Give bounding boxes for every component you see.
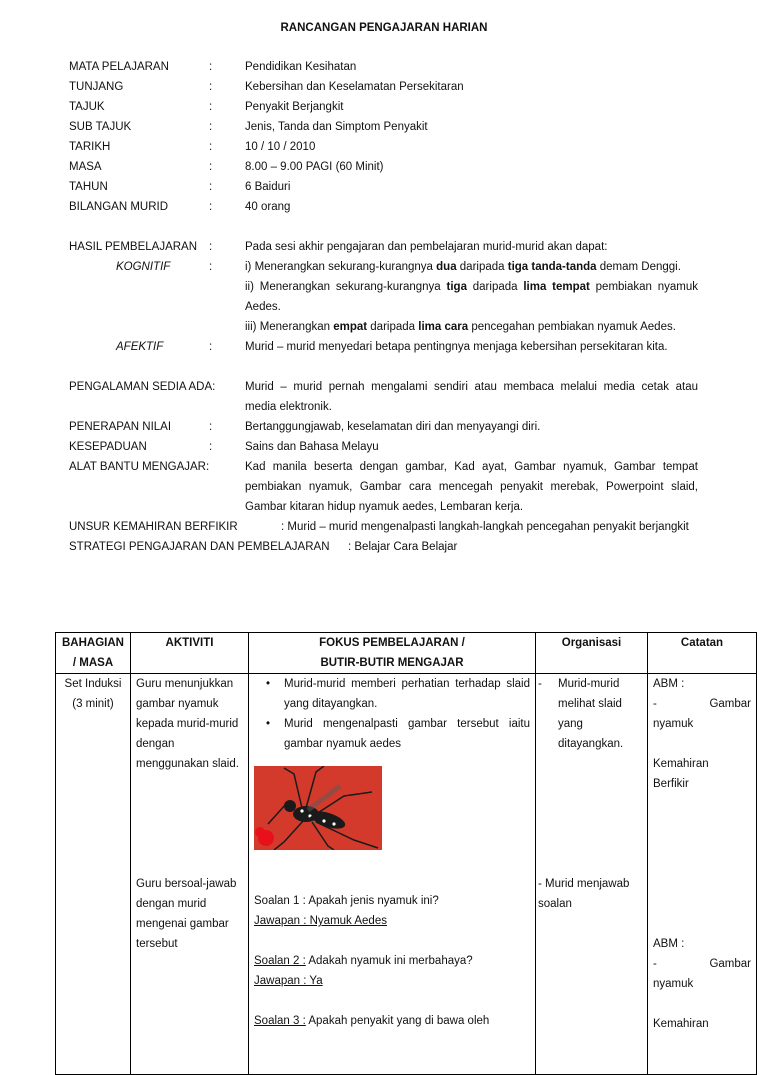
afektif-label: AFEKTIF [116,341,164,353]
info-row-tarikh [69,137,709,157]
lesson-info [69,57,709,557]
penerapan-row [69,417,709,437]
header-catatan: Catatan [648,633,757,674]
kognitif-row-3 [69,317,709,337]
info-row-bilangan-murid [69,197,709,217]
label: MASA [69,161,102,173]
aktiviti-cell: Guru menunjukkan gambar nyamuk kepada murid-murid dengan menggunakan slaid. Guru bersoal-jawab dengan murid mengenai gambar tersebut [131,674,249,1075]
info-row-tunjang [69,77,709,97]
hasil-label: HASIL PEMBELAJARAN [69,241,198,253]
kesepaduan-row [69,437,709,457]
organisasi-cell: - Murid-murid melihat slaid yang ditayangkan. - Murid menjawab soalan [536,674,648,1075]
soalan-1: Soalan 1 : Apakah jenis nyamuk ini? [254,895,439,907]
colon: : [209,161,213,173]
colon: : [209,421,213,433]
kognitif-item-1: i) Menerangkan sekurang-kurangnya dua daripada tiga tanda-tanda demam Denggi. [245,261,681,273]
label: BILANGAN MURID [69,201,169,213]
value: Kebersihan dan Keselamatan Persekitaran [245,81,464,93]
penerapan-value: Bertanggungjawab, keselamatan diri dan menyayangi diri. [245,421,541,433]
colon: : [209,181,213,193]
alat-line-2: pembiakan nyamuk, Gambar cara mencegah penyakit merebak, Powerpoint slaid, [245,481,698,493]
colon: : [209,341,213,353]
colon: : [209,61,213,73]
pengalaman-line-2: media elektronik. [245,401,332,413]
label: MATA PELAJARAN [69,61,169,73]
hasil-intro: Pada sesi akhir pengajaran dan pembelajaran murid-murid akan dapat: [245,241,608,253]
colon: : [209,241,213,253]
value: Jenis, Tanda dan Simptom Penyakit [245,121,428,133]
strategi-row [69,537,709,557]
unsur-value: : Murid – murid mengenalpasti langkah-langkah pencegahan penyakit berjangkit [281,521,689,533]
kognitif-row-2 [69,277,709,297]
list-item: • Murid-murid memberi perhatian terhadap slaid yang ditayangkan. [254,674,530,714]
alat-label: ALAT BANTU MENGAJAR: [69,461,210,473]
bahagian-cell: Set Induksi (3 minit) [56,674,131,1075]
info-row-sub-tajuk [69,117,709,137]
value: 10 / 10 / 2010 [245,141,316,153]
fokus-bullet-list [254,674,530,754]
alat-row-3 [69,497,709,517]
value: 40 orang [245,201,291,213]
value: 6 Baiduri [245,181,291,193]
colon: : [209,441,213,453]
pengalaman-label: PENGALAMAN SEDIA ADA: [69,381,216,393]
pengalaman-row-2 [69,397,709,417]
kognitif-item-2: ii) Menerangkan sekurang-kurangnya tiga daripada lima tempat pembiakan nyamuk [245,281,698,293]
mosquito-image [254,766,382,850]
header-bahagian: BAHAGIAN / MASA [56,633,131,674]
afektif-row [69,337,709,357]
label: TAHUN [69,181,108,193]
lesson-plan-table [55,632,757,1075]
label: TUNJANG [69,81,124,93]
header-aktiviti: AKTIVITI [131,633,249,674]
colon: : [209,141,213,153]
value: Penyakit Berjangkit [245,101,344,113]
label: TARIKH [69,141,111,153]
strategi-value: : Belajar Cara Belajar [348,541,458,553]
kognitif-label: KOGNITIF [116,261,171,273]
fokus-cell [249,674,536,1075]
kesepaduan-value: Sains dan Bahasa Melayu [245,441,379,453]
alat-line-1: Kad manila beserta dengan gambar, Kad ayat, Gambar nyamuk, Gambar tempat [245,461,698,473]
colon: : [209,101,213,113]
hasil-row [69,237,709,257]
alat-row [69,457,709,477]
table-row [56,674,757,1075]
info-row-tajuk [69,97,709,117]
jawapan-2: Jawapan : Ya [254,975,323,987]
strategi-label: STRATEGI PENGAJARAN DAN PEMBELAJARAN [69,541,330,553]
list-item: • Murid mengenalpasti gambar tersebut iaitu gambar nyamuk aedes [254,714,530,754]
table-header-row [56,633,757,674]
value: Pendidikan Kesihatan [245,61,357,73]
colon: : [209,121,213,133]
info-row-masa [69,157,709,177]
kognitif-item-3: iii) Menerangkan empat daripada lima cara pencegahan pembiakan nyamuk Aedes. [245,321,676,333]
value: 8.00 – 9.00 PAGI (60 Minit) [245,161,384,173]
unsur-row [69,517,709,537]
colon: : [209,261,213,273]
kesepaduan-label: KESEPADUAN [69,441,147,453]
alat-row-2 [69,477,709,497]
penerapan-label: PENERAPAN NILAI [69,421,172,433]
label: TAJUK [69,101,105,113]
jawapan-1: Jawapan : Nyamuk Aedes [254,915,387,927]
info-row-mata-pelajaran [69,57,709,77]
catatan-cell: ABM : - Gambar nyamuk Kemahiran Berfikir ABM : - Gambar nyamuk Kemahiran [648,674,757,1075]
label: SUB TAJUK [69,121,132,133]
header-fokus: FOKUS PEMBELAJARAN / BUTIR-BUTIR MENGAJAR [249,633,536,674]
colon: : [209,201,213,213]
header-organisasi: Organisasi [536,633,648,674]
colon: : [209,81,213,93]
pengalaman-row [69,377,709,397]
alat-line-3: Gambar kitaran hidup nyamuk aedes, Lembaran kerja. [245,501,524,513]
info-row-tahun [69,177,709,197]
unsur-label: UNSUR KEMAHIRAN BERFIKIR [69,521,238,533]
document-title: RANCANGAN PENGAJARAN HARIAN [280,22,488,34]
soalan-2: Soalan 2 : Adakah nyamuk ini merbahaya? [254,955,473,967]
kognitif-item-2-cont: Aedes. [245,301,281,313]
pengalaman-line-1: Murid – murid pernah mengalami sendiri atau membaca melalui media cetak atau [245,381,698,393]
kognitif-row-1 [69,257,709,277]
kognitif-row-2b [69,297,709,317]
soalan-3: Soalan 3 : Apakah penyakit yang di bawa oleh [254,1015,490,1027]
afektif-value: Murid – murid menyedari betapa pentingnya menjaga kebersihan persekitaran kita. [245,341,668,353]
